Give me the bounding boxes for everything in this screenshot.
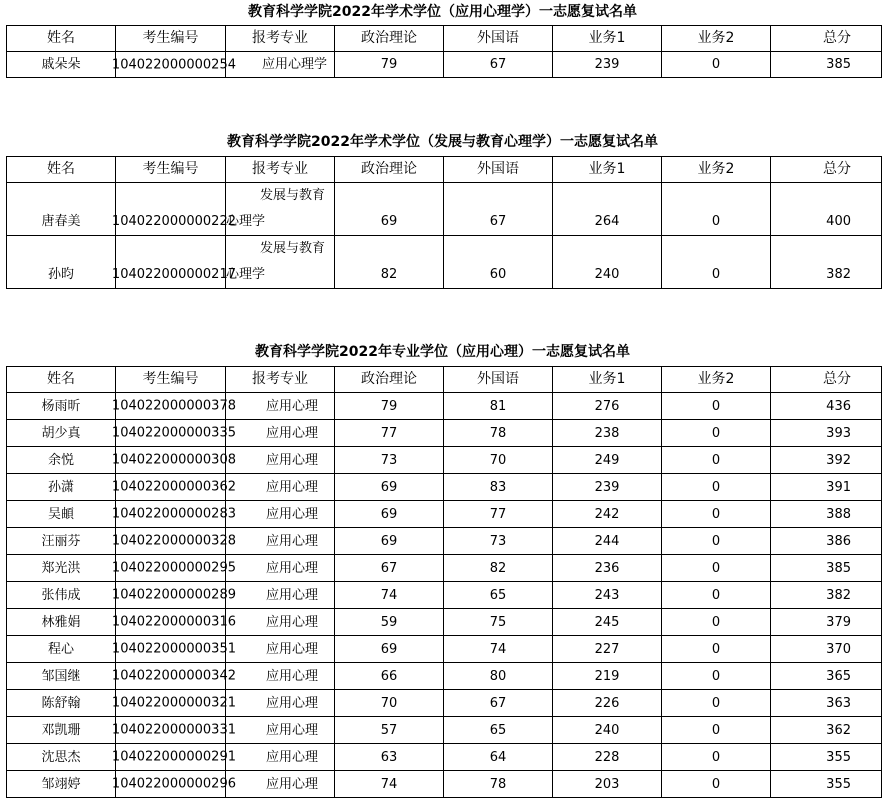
cell-subject2: 0	[662, 393, 771, 420]
cell-language: 78	[444, 420, 553, 447]
section-2-table	[6, 156, 882, 289]
cell-major-line2: 心理学	[226, 214, 266, 229]
cell-name: 戚朵朵	[7, 52, 116, 78]
table-row	[7, 420, 882, 447]
section-1-title: 教育科学学院2022年学术学位（应用心理学）一志愿复试名单	[248, 4, 637, 20]
table-row	[7, 717, 882, 744]
table-header-row	[7, 26, 882, 52]
cell-name: 郑光洪	[7, 555, 116, 582]
header-subject1: 业务1	[553, 157, 662, 183]
cell-total: 392	[771, 447, 882, 474]
cell-politics: 57	[335, 717, 444, 744]
cell-major: 应用心理学	[226, 52, 335, 78]
cell-id	[111, 501, 236, 528]
cell-major-line1: 发展与教育	[260, 241, 326, 256]
cell-subject2: 0	[662, 582, 771, 609]
cell-subject1: 243	[553, 582, 662, 609]
header-major: 报考专业	[226, 367, 335, 393]
cell-major: 应用心理	[226, 420, 335, 447]
cell-id	[111, 555, 236, 582]
header-politics: 政治理论	[335, 26, 444, 52]
header-subject2: 业务2	[662, 157, 771, 183]
cell-name: 程心	[7, 636, 116, 663]
cell-major: 应用心理	[226, 609, 335, 636]
cell-politics: 74	[335, 771, 444, 798]
cell-language: 65	[444, 717, 553, 744]
cell-major: 应用心理	[226, 663, 335, 690]
cell-id	[111, 183, 236, 236]
cell-name: 吴頔	[7, 501, 116, 528]
table-row	[7, 771, 882, 798]
cell-politics: 69	[335, 183, 444, 236]
cell-id-text: 104022000000295	[111, 560, 236, 576]
table-row	[7, 555, 882, 582]
cell-language: 78	[444, 771, 553, 798]
cell-language: 67	[444, 690, 553, 717]
cell-subject2: 0	[662, 183, 771, 236]
cell-name: 邹翊婷	[7, 771, 116, 798]
table-header-row	[7, 157, 882, 183]
cell-major	[226, 236, 335, 289]
cell-subject1: 245	[553, 609, 662, 636]
cell-id-text: 104022000000331	[111, 722, 236, 738]
cell-id-text: 104022000000378	[111, 398, 236, 414]
cell-language: 74	[444, 636, 553, 663]
cell-language: 73	[444, 528, 553, 555]
header-subject2: 业务2	[662, 26, 771, 52]
header-major: 报考专业	[226, 157, 335, 183]
header-major: 报考专业	[226, 26, 335, 52]
cell-id-text: 104022000000283	[111, 506, 236, 522]
cell-total: 365	[771, 663, 882, 690]
cell-language: 64	[444, 744, 553, 771]
cell-id	[111, 420, 236, 447]
cell-politics: 82	[335, 236, 444, 289]
table-row	[7, 393, 882, 420]
cell-total: 388	[771, 501, 882, 528]
cell-language: 83	[444, 474, 553, 501]
header-id: 考生编号	[116, 367, 226, 393]
cell-subject1: 236	[553, 555, 662, 582]
cell-subject2: 0	[662, 474, 771, 501]
cell-language: 80	[444, 663, 553, 690]
cell-name: 林雅娟	[7, 609, 116, 636]
header-politics: 政治理论	[335, 157, 444, 183]
header-name: 姓名	[7, 157, 116, 183]
cell-id	[111, 447, 236, 474]
cell-politics: 73	[335, 447, 444, 474]
cell-id	[111, 771, 236, 798]
cell-name: 杨雨昕	[7, 393, 116, 420]
cell-id-text: 104022000000335	[111, 425, 236, 441]
cell-total: 370	[771, 636, 882, 663]
header-name: 姓名	[7, 367, 116, 393]
cell-name: 孙昀	[7, 236, 116, 289]
header-total: 总分	[771, 367, 882, 393]
cell-subject2: 0	[662, 447, 771, 474]
cell-subject2: 0	[662, 609, 771, 636]
cell-id-text: 104022000000217	[111, 267, 236, 282]
cell-name: 邓凯珊	[7, 717, 116, 744]
cell-name: 陈舒翰	[7, 690, 116, 717]
cell-total: 355	[771, 771, 882, 798]
cell-subject1: 227	[553, 636, 662, 663]
cell-subject1: 203	[553, 771, 662, 798]
cell-subject1: 249	[553, 447, 662, 474]
cell-language: 60	[444, 236, 553, 289]
cell-subject2: 0	[662, 663, 771, 690]
cell-major: 应用心理	[226, 393, 335, 420]
cell-politics: 69	[335, 636, 444, 663]
cell-total: 363	[771, 690, 882, 717]
cell-total: 436	[771, 393, 882, 420]
header-language: 外国语	[444, 367, 553, 393]
section-3-title: 教育科学学院2022年专业学位（应用心理）一志愿复试名单	[255, 344, 630, 360]
cell-subject1: 244	[553, 528, 662, 555]
cell-id-text: 104022000000296	[111, 776, 236, 792]
cell-name: 张伟成	[7, 582, 116, 609]
cell-total: 386	[771, 528, 882, 555]
header-language: 外国语	[444, 26, 553, 52]
cell-id	[111, 690, 236, 717]
header-total: 总分	[771, 157, 882, 183]
cell-total: 355	[771, 744, 882, 771]
cell-politics: 66	[335, 663, 444, 690]
cell-id-text: 104022000000254	[111, 57, 236, 72]
cell-language: 81	[444, 393, 553, 420]
cell-major: 应用心理	[226, 501, 335, 528]
cell-id	[111, 52, 236, 78]
cell-subject2: 0	[662, 771, 771, 798]
cell-language: 67	[444, 52, 553, 78]
table-row	[7, 528, 882, 555]
header-politics: 政治理论	[335, 367, 444, 393]
cell-id	[111, 236, 236, 289]
cell-language: 77	[444, 501, 553, 528]
cell-total: 391	[771, 474, 882, 501]
cell-name: 汪丽芬	[7, 528, 116, 555]
cell-politics: 77	[335, 420, 444, 447]
cell-total: 385	[771, 555, 882, 582]
cell-name: 唐春美	[7, 183, 116, 236]
cell-id-text: 104022000000289	[111, 587, 236, 603]
cell-subject2: 0	[662, 717, 771, 744]
cell-name: 胡少真	[7, 420, 116, 447]
table-row	[7, 744, 882, 771]
section-3-table	[6, 366, 882, 798]
cell-major: 应用心理	[226, 555, 335, 582]
cell-politics: 74	[335, 582, 444, 609]
cell-name: 余悦	[7, 447, 116, 474]
cell-politics: 67	[335, 555, 444, 582]
header-name: 姓名	[7, 26, 116, 52]
cell-major: 应用心理	[226, 447, 335, 474]
cell-subject2: 0	[662, 690, 771, 717]
cell-id-text: 104022000000362	[111, 479, 236, 495]
cell-subject1: 219	[553, 663, 662, 690]
cell-subject1: 276	[553, 393, 662, 420]
cell-id	[111, 474, 236, 501]
cell-major: 应用心理	[226, 744, 335, 771]
cell-id-text: 104022000000316	[111, 614, 236, 630]
cell-language: 75	[444, 609, 553, 636]
cell-name: 邹国继	[7, 663, 116, 690]
section-2-title: 教育科学学院2022年学术学位（发展与教育心理学）一志愿复试名单	[227, 134, 658, 150]
cell-language: 82	[444, 555, 553, 582]
cell-politics: 79	[335, 52, 444, 78]
cell-id	[111, 393, 236, 420]
cell-id-text: 104022000000321	[111, 695, 236, 711]
cell-total: 393	[771, 420, 882, 447]
cell-subject1: 264	[553, 183, 662, 236]
cell-language: 67	[444, 183, 553, 236]
cell-total: 382	[771, 582, 882, 609]
cell-subject1: 240	[553, 717, 662, 744]
cell-id	[111, 609, 236, 636]
table-row	[7, 501, 882, 528]
header-id: 考生编号	[116, 157, 226, 183]
cell-id-text: 104022000000351	[111, 641, 236, 657]
cell-major: 应用心理	[226, 582, 335, 609]
cell-major: 应用心理	[226, 717, 335, 744]
cell-politics: 70	[335, 690, 444, 717]
cell-subject1: 239	[553, 52, 662, 78]
cell-subject2: 0	[662, 528, 771, 555]
cell-major: 应用心理	[226, 690, 335, 717]
cell-subject1: 238	[553, 420, 662, 447]
table-row	[7, 582, 882, 609]
header-id: 考生编号	[116, 26, 226, 52]
cell-major-line1: 发展与教育	[260, 188, 326, 203]
cell-subject2: 0	[662, 636, 771, 663]
cell-major	[226, 183, 335, 236]
cell-id-text: 104022000000342	[111, 668, 236, 684]
cell-name: 孙潇	[7, 474, 116, 501]
cell-id	[111, 663, 236, 690]
cell-subject1: 240	[553, 236, 662, 289]
cell-name: 沈思杰	[7, 744, 116, 771]
cell-subject1: 242	[553, 501, 662, 528]
cell-id-text: 104022000000222	[111, 214, 236, 229]
cell-id	[111, 717, 236, 744]
cell-subject1: 226	[553, 690, 662, 717]
cell-politics: 69	[335, 528, 444, 555]
table-row	[7, 52, 882, 78]
cell-subject2: 0	[662, 52, 771, 78]
cell-politics: 79	[335, 393, 444, 420]
cell-total: 382	[771, 236, 882, 289]
cell-major: 应用心理	[226, 636, 335, 663]
cell-major: 应用心理	[226, 528, 335, 555]
cell-subject2: 0	[662, 555, 771, 582]
cell-id-text: 104022000000328	[111, 533, 236, 549]
table-header-row	[7, 367, 882, 393]
cell-id-text: 104022000000308	[111, 452, 236, 468]
cell-total: 379	[771, 609, 882, 636]
cell-language: 65	[444, 582, 553, 609]
cell-major: 应用心理	[226, 771, 335, 798]
cell-id-text: 104022000000291	[111, 749, 236, 765]
header-language: 外国语	[444, 157, 553, 183]
cell-language: 70	[444, 447, 553, 474]
cell-subject2: 0	[662, 744, 771, 771]
table-row	[7, 636, 882, 663]
cell-subject1: 228	[553, 744, 662, 771]
cell-total: 400	[771, 183, 882, 236]
cell-subject2: 0	[662, 501, 771, 528]
cell-id	[111, 636, 236, 663]
cell-politics: 69	[335, 474, 444, 501]
header-total: 总分	[771, 26, 882, 52]
header-subject1: 业务1	[553, 26, 662, 52]
cell-politics: 59	[335, 609, 444, 636]
cell-id	[111, 528, 236, 555]
table-row	[7, 183, 882, 236]
cell-total: 385	[771, 52, 882, 78]
header-subject2: 业务2	[662, 367, 771, 393]
cell-politics: 69	[335, 501, 444, 528]
table-row	[7, 447, 882, 474]
cell-major: 应用心理	[226, 474, 335, 501]
cell-subject2: 0	[662, 236, 771, 289]
cell-id	[111, 582, 236, 609]
header-subject1: 业务1	[553, 367, 662, 393]
table-row	[7, 236, 882, 289]
cell-major-line2: 心理学	[226, 267, 266, 282]
table-row	[7, 609, 882, 636]
cell-subject1: 239	[553, 474, 662, 501]
table-row	[7, 474, 882, 501]
cell-id	[111, 744, 236, 771]
cell-total: 362	[771, 717, 882, 744]
table-row	[7, 663, 882, 690]
table-row	[7, 690, 882, 717]
section-1-table	[6, 25, 882, 78]
cell-subject2: 0	[662, 420, 771, 447]
cell-politics: 63	[335, 744, 444, 771]
